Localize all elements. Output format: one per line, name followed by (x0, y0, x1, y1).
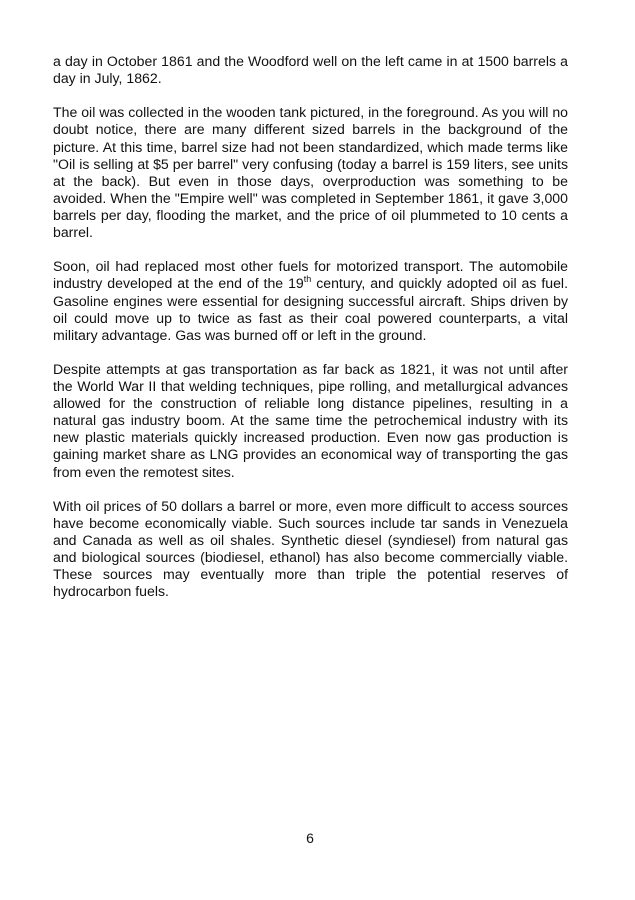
body-text (53, 53, 568, 618)
superscript-th: th (303, 273, 312, 284)
paragraph-2: The oil was collected in the wooden tank pictured, in the foreground. As you will no doubt notice, there are many different sized barrels in the background of the picture. At this time, barrel size had not been standardized, which made terms like "Oil is selling at $5 per barrel" very confusing (today a barrel is 159 liters, see units at the back). But even in those days, overproduction was something to be avoided. When the "Empire well" was completed in September 1861, it gave 3,000 barrels per day, flooding the market, and the price of oil plummeted to 10 cents a barrel. (53, 104, 568, 241)
paragraph-1: a day in October 1861 and the Woodford well on the left came in at 1500 barrels a day in July, 1862. (53, 53, 568, 87)
paragraph-3-text-end: century, and quickly adopted oil as fuel. Gasoline engines were essential for designing successful aircraft. Ships driven by oil could move up to twice as fast as their coal powered counterparts, a vital military advantage. Gas was burned off or left in the ground. (53, 275, 568, 343)
page-number: 6 (306, 830, 314, 846)
paragraph-4: Despite attempts at gas transportation as far back as 1821, it was not until after the World War II that welding techniques, pipe rolling, and metallurgical advances allowed for the construction of reliable long distance pipelines, resulting in a natural gas industry boom. At the same time the petrochemical industry with its new plastic materials quickly increased production. Even now gas production is gaining market share as LNG provides an economical way of transporting the gas from even the remotest sites. (53, 360, 568, 480)
paragraph-5: With oil prices of 50 dollars a barrel or more, even more difficult to access sources have become economically viable. Such sources include tar sands in Venezuela and Canada as well as oil shales. Synthetic diesel (syndiesel) from natural gas and biological sources (biodiesel, ethanol) has also become commercially viable. These sources may eventually more than triple the potential reserves of hydrocarbon fuels. (53, 497, 568, 600)
paragraph-3-text-start: Soon, oil had replaced most other fuels for motorized transport. The automobile industry developed at the end of the 19 (53, 258, 568, 292)
paragraph-3 (53, 258, 568, 343)
